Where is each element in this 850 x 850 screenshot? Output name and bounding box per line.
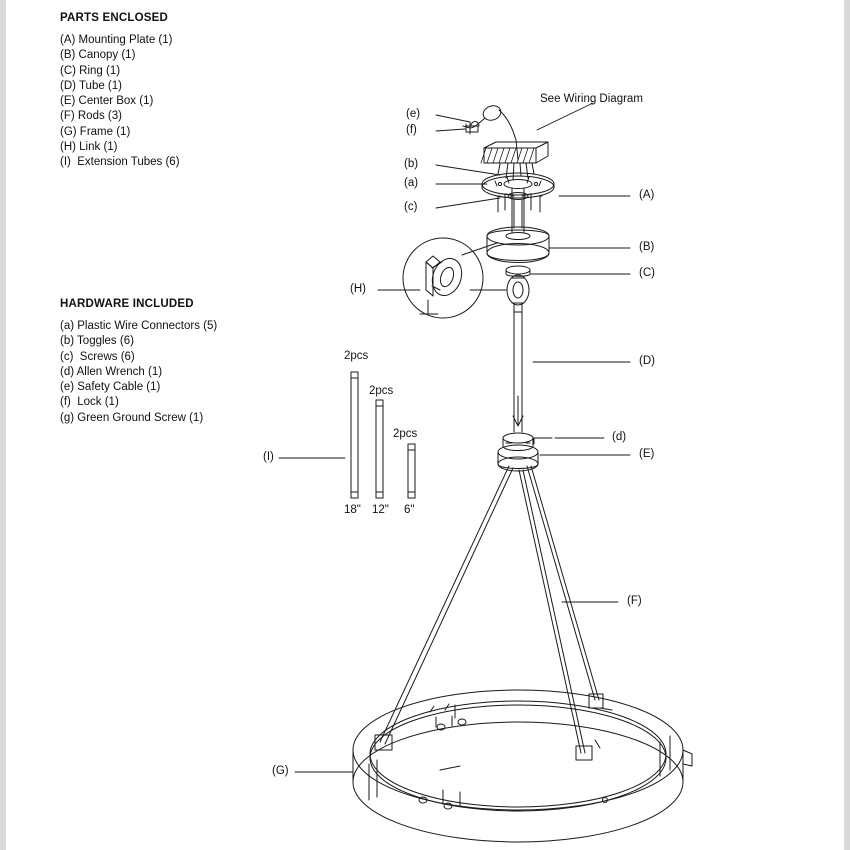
list-item: (H) Link (1) [60,141,118,154]
list-item: (A) Mounting Plate (1) [60,34,173,46]
list-item: (f) Lock (1) [60,396,119,409]
list-item: (D) Tube (1) [60,79,122,92]
callout-e-small: (e) [406,108,421,120]
link-detail-leader-1 [462,243,497,255]
ext-tube-len-12: 12" [372,504,389,516]
list-item: (I) Extension Tubes (6) [60,156,180,169]
callout-c: (C) [639,267,655,279]
center-box [498,433,538,471]
callout-b-small: (b) [404,158,419,170]
list-item: (c) Screws (6) [60,350,135,363]
callout-h: (H) [350,283,366,295]
callout-f-small: (f) [406,124,417,136]
list-item: (G) Frame (1) [60,125,131,138]
leader-lines [279,103,630,772]
callout-d-tube: (D) [639,355,655,367]
list-item: (a) Plastic Wire Connectors (5) [60,320,218,332]
ext-tube-qty-18: 2pcs [344,350,369,362]
wiring-note-label: See Wiring Diagram [540,93,643,105]
callout-b: (B) [639,241,655,253]
callout-a-small: (a) [404,177,419,189]
callout-a: (A) [639,189,655,201]
list-item: (e) Safety Cable (1) [60,381,161,394]
list-item: (d) Allen Wrench (1) [60,365,163,378]
ext-tube-len-18: 18" [344,504,361,516]
list-item: (b) Toggles (6) [60,335,134,348]
callout-d-wrench: (d) [612,431,627,443]
lock-part [466,122,479,133]
list-item: (C) Ring (1) [60,64,121,77]
list-item: (F) Rods (3) [60,110,122,123]
callout-c-small: (c) [404,201,418,213]
frame-ring [353,690,692,842]
callout-e: (E) [639,448,655,460]
link-detail-circle [403,238,483,318]
ext-tube-len-6: 6" [404,504,415,516]
parts-enclosed-title: PARTS ENCLOSED [60,12,169,24]
callout-f: (F) [627,595,642,607]
list-item: (g) Green Ground Screw (1) [60,411,204,424]
mounting-plate [482,173,554,198]
ext-tube-qty-6: 2pcs [393,428,418,440]
hardware-included-title: HARDWARE INCLUDED [60,298,194,310]
tube-part [513,304,523,432]
link-part [507,275,529,305]
ceiling-hatch-group [481,142,548,163]
list-item: (E) Center Box (1) [60,95,154,108]
callout-g: (G) [272,765,289,777]
list-item: (B) Canopy (1) [60,49,136,62]
canopy [487,227,549,263]
allen-wrench [534,438,552,444]
ext-tube-qty-12: 2pcs [369,385,394,397]
callout-i: (I) [263,451,274,463]
